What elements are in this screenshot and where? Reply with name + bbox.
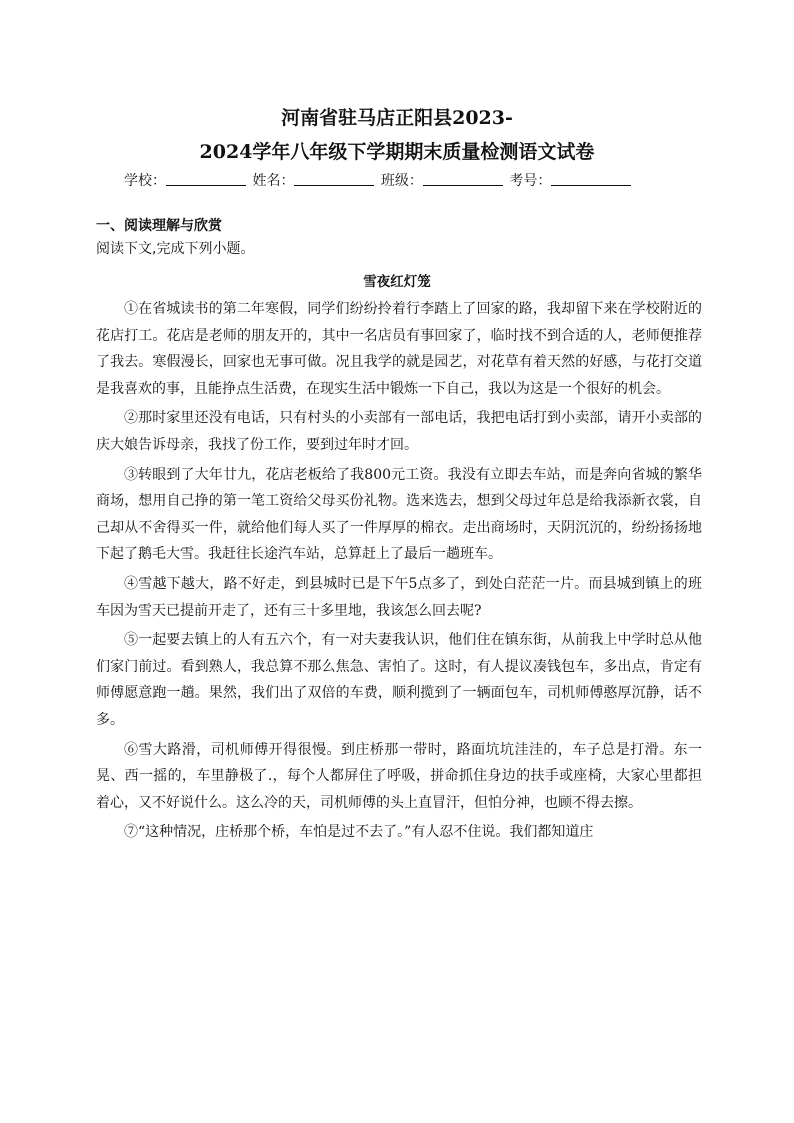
passage-title: 雪夜红灯笼 [363, 274, 431, 290]
exam-number-label: 考号： [509, 173, 552, 189]
passage-paragraph: ③转眼到了大年廿九，花店老板给了我800元工资。我没有立即去车站，而是奔向省城的繁华商场，想用自己挣的第一笔工资给父母买份礼物。选来选去，想到父母过年总是给我添新衣裳，自己却从不舍得买一件，就给他们每人买了一件厚厚的棉衣。走出商场时，天阴沉沉的，纷纷扬扬地下起了鹅毛大雪。我赶往长途汽车站，总算赶上了最后一趟班车。 [96, 466, 702, 563]
passage-paragraph: ④雪越下越大，路不好走，到县城时已是下午5点多了，到处白茫茫一片。而县城到镇上的班车因为雪天已提前开走了，还有三十多里地，我该怎么回去呢? [96, 575, 702, 619]
school-blank[interactable] [166, 171, 246, 186]
section-heading: 一、阅读理解与欣赏 [96, 218, 222, 234]
passage-paragraph: ⑤一起要去镇上的人有五六个，有一对夫妻我认识，他们住在镇东街，从前我上中学时总从他们家门前过。看到熟人，我总算不那么焦急、害怕了。这时，有人提议凑钱包车，多出点，肯定有师傅愿意跑一趟。果然，我们出了双倍的车费，顺利揽到了一辆面包车，司机师傅憨厚沉静，话不多。 [96, 632, 702, 728]
section-instruction: 阅读下文,完成下列小题。 [96, 241, 255, 257]
passage-paragraph: ②那时家里还没有电话，只有村头的小卖部有一部电话，我把电话打到小卖部，请开小卖部的庆大娘告诉母亲，我找了份工作，要到过年时才回。 [96, 410, 702, 453]
passage-paragraph: ①在省城读书的第二年寒假，同学们纷纷拎着行李踏上了回家的路，我却留下来在学校附近的花店打工。花店是老师的朋友开的，其中一名店员有事回家了，临时找不到合适的人，老师便推荐了我去。寒假漫长，回家也无事可做。况且我学的就是园艺，对花草有着天然的好感，与花打交道是我喜欢的事，且能挣点生活费，在现实生活中锻炼一下自己，我以为这是一个很好的机会。 [96, 301, 702, 397]
passage-paragraph: ⑦“这种情况，庄桥那个桥，车怕是过不去了。”有人忍不住说。我们都知道庄 [124, 824, 594, 841]
class-blank[interactable] [423, 171, 503, 186]
class-label: 班级： [380, 173, 423, 189]
name-label: 姓名： [252, 173, 295, 189]
exam-number-blank[interactable] [551, 171, 631, 186]
passage-paragraph: ⑥雪大路滑，司机师傅开得很慢。到庄桥那一带时，路面坑坑洼洼的，车子总是打滑。东一晃、西一摇的，车里静极了.，每个人都屏住了呼吸，拼命抓住身边的扶手或座椅，大家心里都担着心，又不好说什么。这么冷的天，司机师傅的头上直冒汗，但怕分神，也顾不得去擦。 [96, 741, 702, 811]
name-blank[interactable] [294, 171, 374, 186]
school-label: 学校： [124, 173, 166, 189]
passage-body [96, 296, 702, 849]
exam-title-line-2: 2024学年八年级下学期期末质量检测语文试卷 [199, 141, 595, 163]
student-info-row [124, 170, 684, 190]
exam-title-line-1: 河南省驻马店正阳县2023- [281, 107, 513, 129]
